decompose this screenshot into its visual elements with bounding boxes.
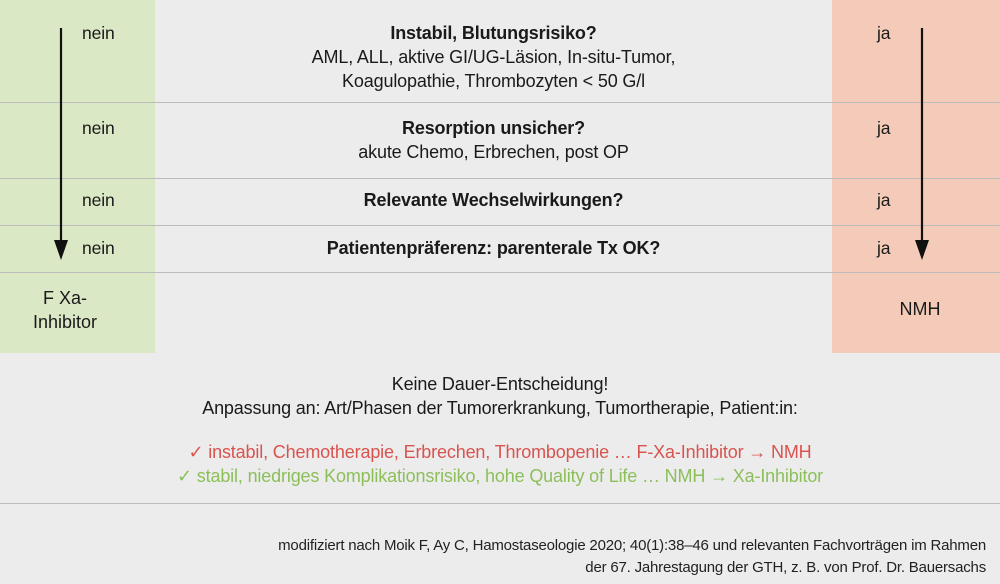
footnote-line1: modifiziert nach Moik F, Ay C, Hamostaseologie 2020; 40(1):38–46 und relevanten Fachvorträgen im Rahmen	[278, 537, 986, 554]
row2-detail-line1: akute Chemo, Erbrechen, post OP	[358, 142, 629, 162]
footnote-line2: der 67. Jahrestagung der GTH, z. B. von Prof. Dr. Bauersachs	[585, 559, 986, 576]
row4-question: Patientenpräferenz: parenterale Tx OK?	[326, 238, 661, 258]
summary-red-line: ✓ instabil, Chemotherapie, Erbrechen, Thrombopenie … F-Xa-Inhibitor → NMH	[188, 442, 812, 462]
row4-nein-label: nein	[82, 238, 115, 258]
nein-arrow-head	[54, 240, 68, 260]
row2-question: Resorption unsicher?	[401, 118, 586, 138]
left-outcome-line2: Inhibitor	[32, 312, 98, 332]
row1-question-block	[155, 21, 832, 93]
row1-question: Instabil, Blutungsrisiko?	[390, 23, 597, 43]
left-outcome	[0, 286, 130, 334]
row2-nein-label: nein	[82, 118, 115, 138]
footnote	[278, 535, 986, 579]
row1-detail-line1: AML, ALL, aktive GI/UG-Läsion, In-situ-Tumor,	[311, 47, 676, 67]
summary-green-line: ✓ stabil, niedriges Komplikationsrisiko, hohe Quality of Life … NMH → Xa-Inhibitor	[176, 466, 824, 486]
row1-ja-label: ja	[877, 23, 891, 43]
row2-question-block	[155, 116, 832, 164]
row4-question-block	[155, 236, 832, 260]
row1-nein-label: nein	[82, 23, 115, 43]
right-outcome: NMH	[899, 299, 941, 319]
row1-detail-line2: Koagulopathie, Thrombozyten < 50 G/l	[342, 71, 645, 91]
summary-line1: Keine Dauer-Entscheidung!	[391, 374, 609, 394]
row3-ja-label: ja	[877, 190, 891, 210]
left-outcome-line1: F Xa-	[42, 288, 87, 308]
row4-ja-label: ja	[877, 238, 891, 258]
ja-arrow-head	[915, 240, 929, 260]
summary-line2: Anpassung an: Art/Phasen der Tumorerkrankung, Tumortherapie, Patient:in:	[202, 398, 798, 418]
row3-question-block	[155, 188, 832, 212]
row3-question: Relevante Wechselwirkungen?	[363, 190, 624, 210]
row3-nein-label: nein	[82, 190, 115, 210]
row2-ja-label: ja	[877, 118, 891, 138]
